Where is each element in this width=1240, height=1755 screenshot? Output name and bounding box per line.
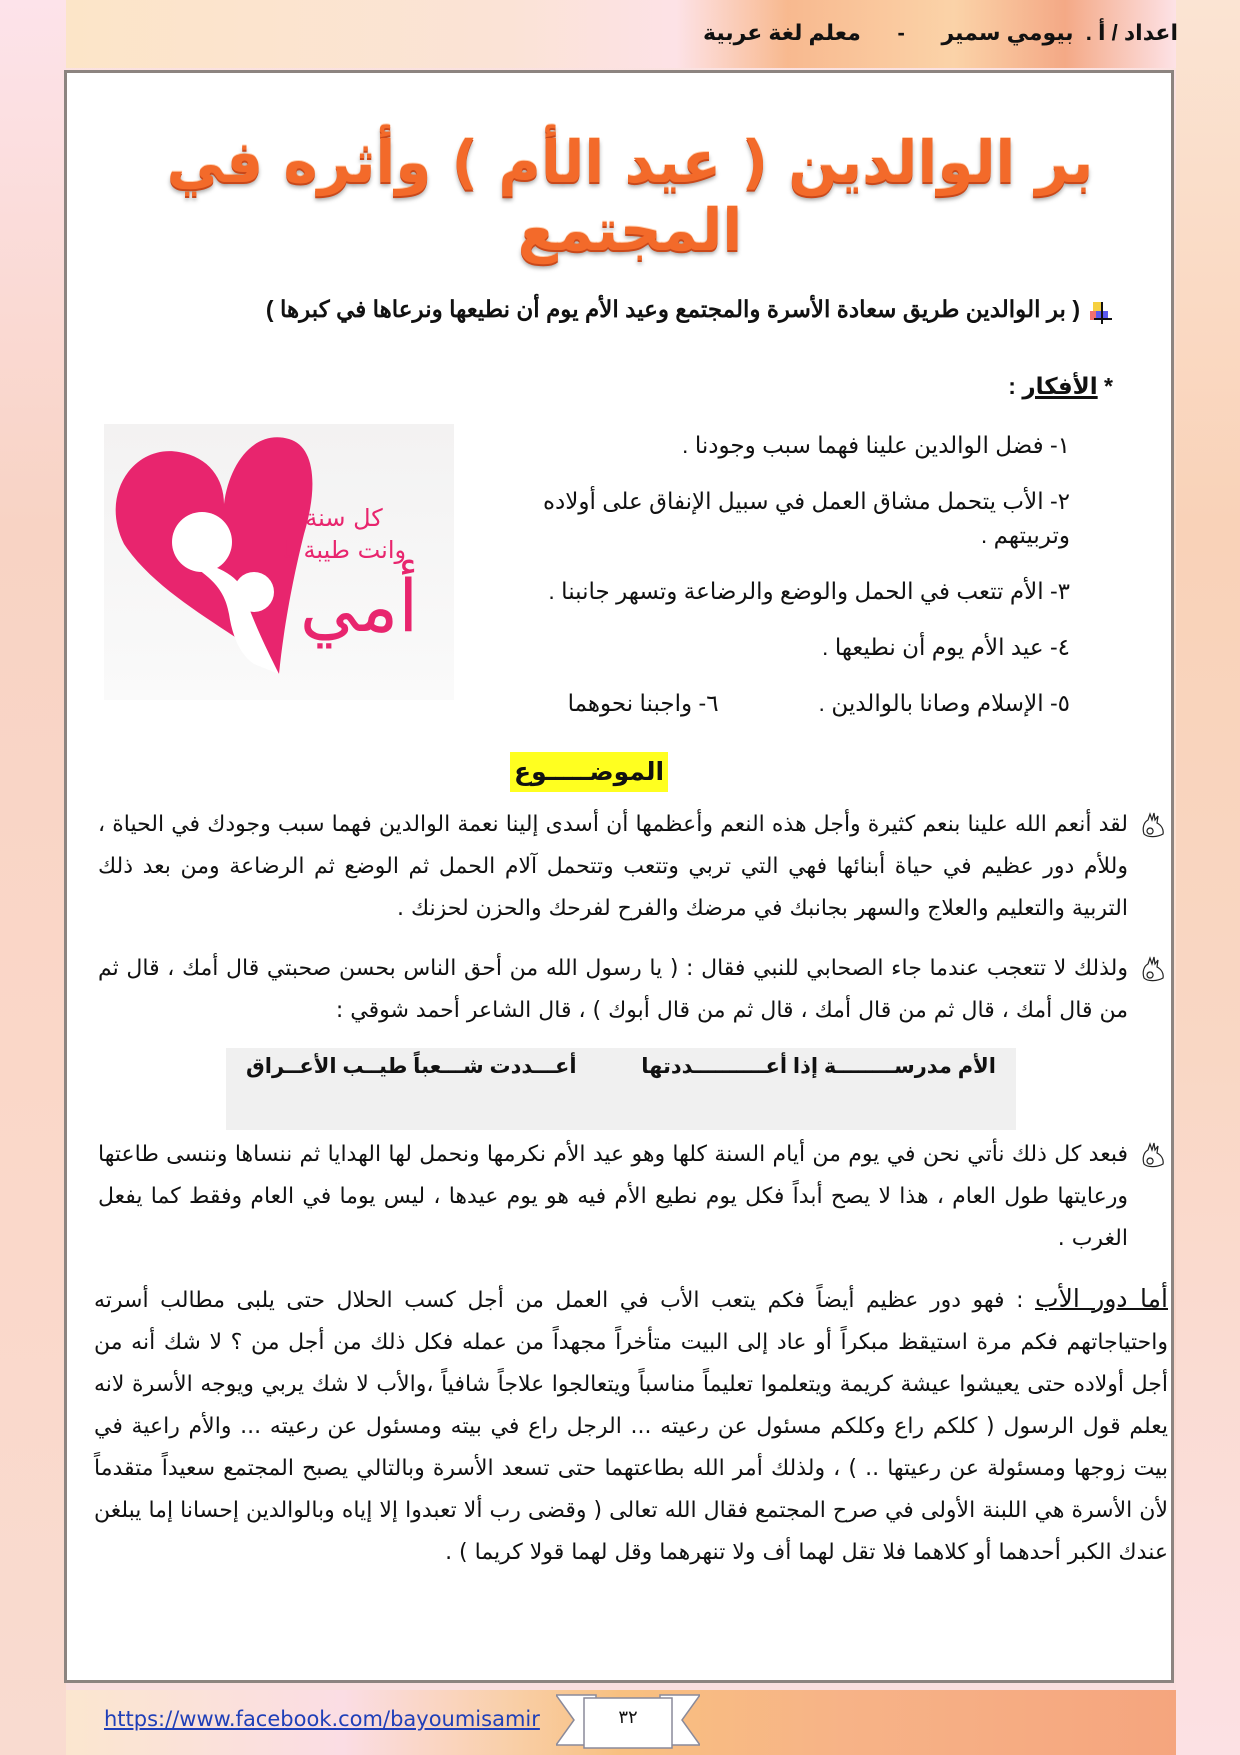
- ok-hand-icon: [1138, 954, 1168, 984]
- ideas-heading: [1008, 373, 1113, 400]
- idea-item: ٥- الإسلام وصانا بالوالدين .: [818, 690, 1070, 716]
- topic-paragraph-3: [98, 1134, 1128, 1260]
- page-number: ٣٢: [618, 1707, 638, 1728]
- father-role-label: أما دور الأب: [1035, 1284, 1168, 1313]
- idea-item: ٦- واجبنا نحوهما: [567, 690, 719, 716]
- idea-item: ٢- الأب يتحمل مشاق العمل في سبيل الإنفاق على أولاده وتربيتهم .: [542, 488, 1070, 548]
- page-background-right: [1176, 0, 1240, 1755]
- author-line: اعداد / أ . بيومي سمير - معلم لغة عربية: [703, 20, 1178, 45]
- topic-paragraph-2: [98, 948, 1128, 1032]
- intro-statement: ( بر الوالدين طريق سعادة الأسرة والمجتمع وعيد الأم يوم أن نطيعها ونرعاها في كبرها ): [265, 296, 1080, 322]
- topic-paragraph-1: [98, 804, 1128, 930]
- ok-hand-icon: [1138, 1140, 1168, 1170]
- paragraph-text: لقد أنعم الله علينا بنعم كثيرة وأجل هذه النعم وأعظمها أن أسدى إلينا نعمة الوالدين فهما سبب وجودك في الحياة ، وللأم دور عظيم في حياة أبنائها فهي التي تربي وتتعب وتتحمل آلام الحمل ثم الوضع ثم الرضاعة ومن بعد ذلك التربية والتعليم والعلاج والسهر بجانبك في مرضك والفرح لفرحك والحزن لحزنك .: [98, 812, 1128, 921]
- ideas-heading-label: الأفكار: [1022, 373, 1098, 399]
- image-caption-line-1: كل سنة: [305, 504, 383, 532]
- ideas-list: [470, 428, 1110, 742]
- idea-item: ٣- الأم تتعب في الحمل والوضع والرضاعة وتسهر جانبنا .: [548, 578, 1070, 604]
- idea-item: ١- فضل الوالدين علينا فهما سبب وجودنا .: [682, 432, 1070, 458]
- father-role-text: : فهو دور عظيم أيضاً فكم يتعب الأب في العمل من أجل كسب الحلال حتى يلبى مطالب أسرته واحتياجاتهم فكم مرة استيقظ مبكراً أو عاد إلى البيت متأخراً مجهداً من عمله فكل ذلك من أجل من ؟ لا شك أنه من أجل أولاده حتى يعيشوا عيشة كريمة ويتعلموا تعليماً مناسباً ويتعالجوا علاجاً شافياً ،والأب لا شك يربي ويوجه الأسرة لانه يعلم قول الرسول ( كلكم راع وكلكم مسئول عن رعيته ... الرجل راع في بيته ومسئول عن رعيته ... والأم راعية في بيت زوجها ومسئولة عن رعيتها .. ) ، ولذلك أمر الله بطاعتهما حتى تسعد الأسرة وبالتالي يصبح المجتمع سعيداً متقدماً لأن الأسرة هي اللبنة الأولى في صرح المجتمع فقال الله تعالى ( وقضى رب ألا تعبدوا إلا إياه وبالوالدين إحسانا إما يبلغن عندك الكبر أحدهما أو كلاهما فلا تقل لهما أف ولا تنهرهما وقل لهما قولا كريما ) .: [94, 1288, 1168, 1565]
- facebook-link[interactable]: https://www.facebook.com/bayoumisamir: [104, 1707, 540, 1731]
- image-caption-line-2: وانت طيبة يا: [281, 536, 407, 564]
- image-caption-line-3: أمي: [299, 564, 419, 648]
- colored-cross-bullet-icon: [1090, 302, 1112, 324]
- idea-item: ٤- عيد الأم يوم أن نطيعها .: [822, 634, 1070, 660]
- ok-hand-icon: [1138, 810, 1168, 840]
- poem-first-hemistich: الأم مدرســــــــة إذا أعــــــــــددتها: [641, 1055, 996, 1078]
- father-role-paragraph: [94, 1278, 1168, 1574]
- paragraph-text: ولذلك لا تتعجب عندما جاء الصحابي للنبي فقال : ( يا رسول الله من أحق الناس بحسن صحبتي قال أمك ، قال ثم من قال أمك ، قال ثم من قال أمك ، قال ثم من قال أبوك ) ، قال الشاعر أحمد شوقي :: [98, 956, 1128, 1023]
- mothers-day-image: [104, 424, 454, 700]
- ideas-heading-prefix: *: [1097, 373, 1113, 399]
- poem-second-hemistich: أعـــددت شـــعباً طيــب الأعــراق: [246, 1055, 577, 1078]
- topic-heading: الموضـــــوع: [510, 752, 668, 792]
- ideas-heading-suffix: :: [1008, 373, 1023, 399]
- page-background-left: [0, 0, 66, 1755]
- page-title: بر الوالدين ( عيد الأم ) وأثره في المجتمع: [166, 128, 1094, 264]
- poem-verse: [226, 1054, 1016, 1079]
- paragraph-text: فبعد كل ذلك نأتي نحن في يوم من أيام السنة كلها وهو عيد الأم نكرمها ونحمل لها الهدايا ثم ننساها وننسى طاعتها ورعايتها طول العام ، هذا لا يصح أبداً فكل يوم نطيع الأم فيه هو يوم عيدها ، ليس يوما في العام وفقط كما يفعل الغرب .: [98, 1142, 1128, 1251]
